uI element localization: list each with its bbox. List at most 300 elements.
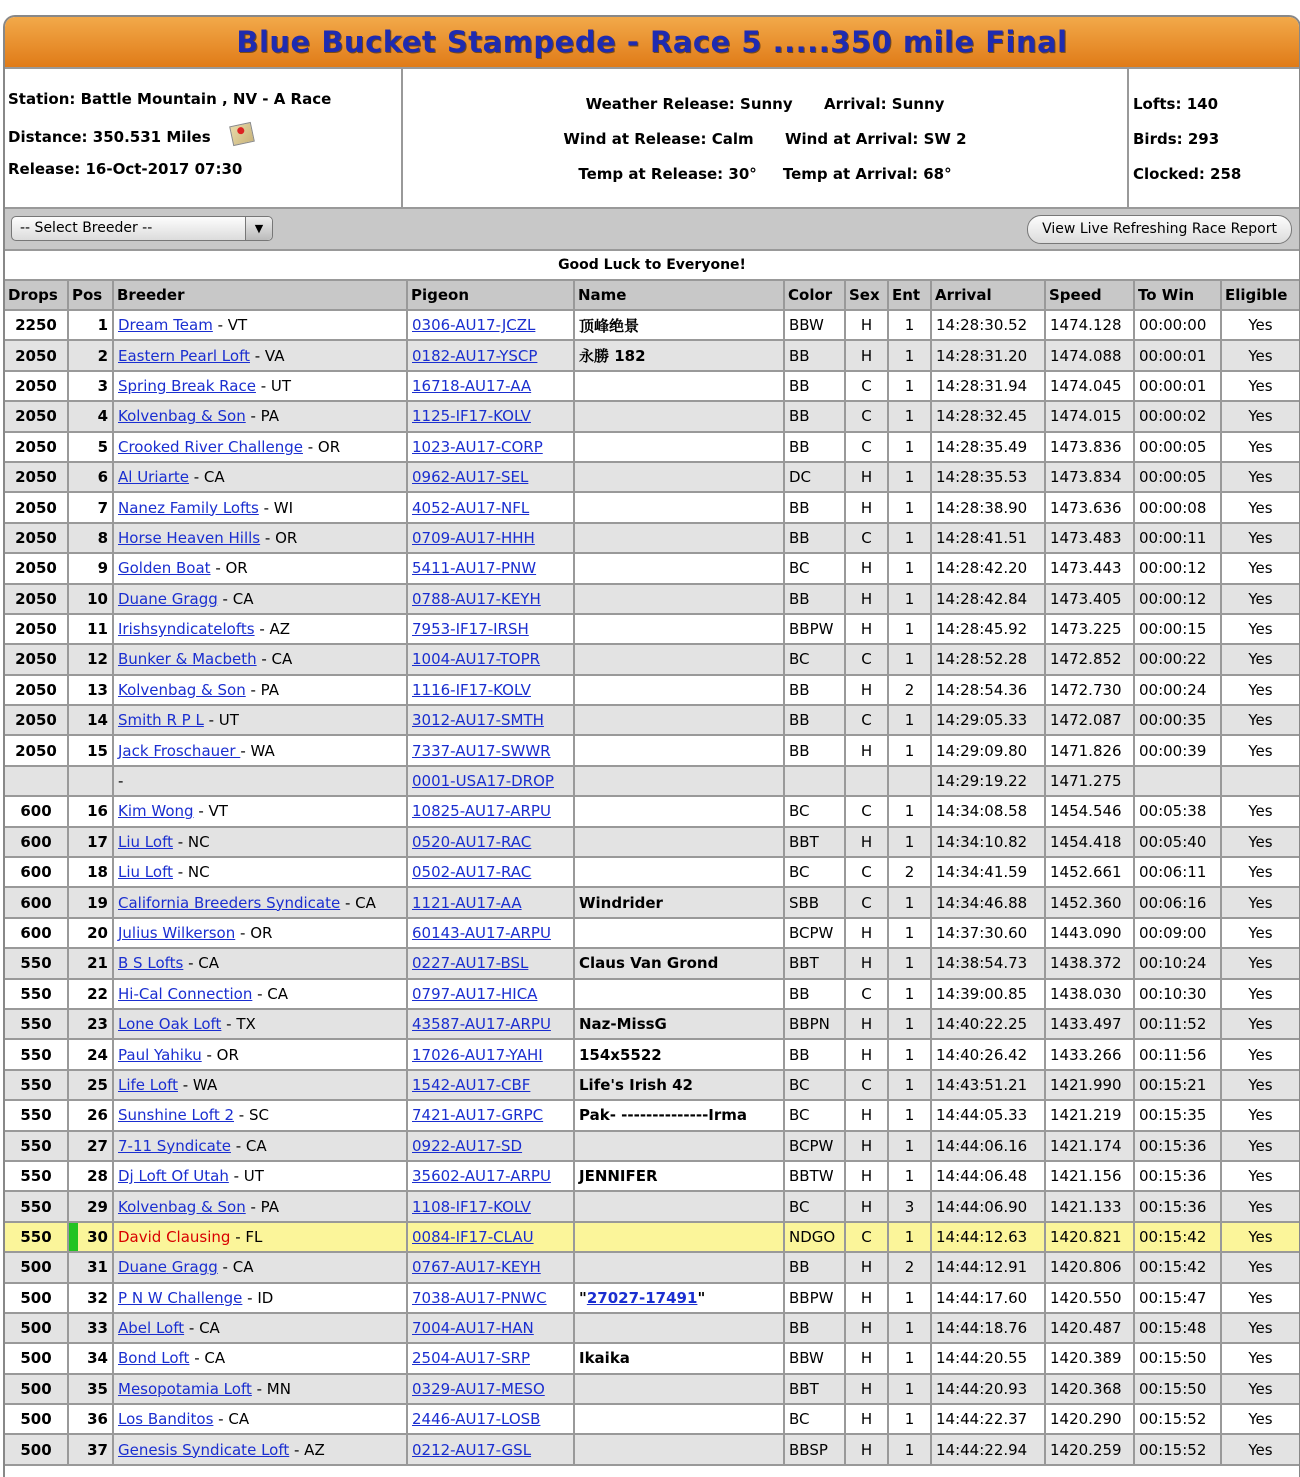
breeder-link[interactable]: B S Lofts <box>118 954 184 973</box>
drops-cell: 2050 <box>5 340 68 370</box>
arrival-cell: 14:28:45.92 <box>931 614 1045 644</box>
breeder-state: - OR <box>210 559 248 578</box>
eligible-cell: Yes <box>1221 371 1299 401</box>
pigeon-link[interactable]: 1125-IF17-KOLV <box>412 407 531 426</box>
breeder-state: - VA <box>249 346 285 365</box>
pigeon-link[interactable]: 2446-AU17-LOSB <box>412 1410 541 1429</box>
results-table <box>5 281 1299 1466</box>
eligible-cell: Yes <box>1221 1252 1299 1282</box>
breeder-link[interactable]: Dj Loft Of Utah <box>118 1167 229 1186</box>
weather-row <box>403 94 1127 129</box>
pigeon-link[interactable]: 10825-AU17-ARPU <box>412 802 551 821</box>
breeder-state: - PA <box>245 407 280 426</box>
pigeon-cell <box>407 675 574 705</box>
eligible-cell: Yes <box>1221 887 1299 917</box>
arrival-cell: 14:44:05.33 <box>931 1100 1045 1130</box>
arrival-cell: 14:44:20.93 <box>931 1374 1045 1404</box>
pigeon-cell <box>407 1009 574 1039</box>
sex-cell: H <box>845 1283 888 1313</box>
position-cell <box>68 827 113 857</box>
pigeon-cell <box>407 918 574 948</box>
entry-cell: 1 <box>888 1283 931 1313</box>
to-win-cell: 00:15:48 <box>1134 1313 1221 1343</box>
arrival-cell: 14:43:51.21 <box>931 1070 1045 1100</box>
pigeon-link[interactable]: 1121-AU17-AA <box>412 893 522 912</box>
table-row <box>5 1283 1299 1313</box>
position-cell <box>68 796 113 826</box>
pigeon-link[interactable]: 0182-AU17-YSCP <box>412 346 538 365</box>
eligible-cell: Yes <box>1221 1039 1299 1069</box>
table-header-row <box>5 281 1299 310</box>
drops-cell: 500 <box>5 1283 68 1313</box>
breeder-link[interactable]: Bunker & Macbeth <box>118 650 257 669</box>
arrival-cell: 14:28:31.20 <box>931 340 1045 370</box>
results-body <box>5 310 1299 1465</box>
to-win-cell: 00:00:01 <box>1134 340 1221 370</box>
breeder-state: - UT <box>255 376 292 395</box>
speed-cell: 1473.443 <box>1045 553 1134 583</box>
pigeon-cell <box>407 1252 574 1282</box>
pigeon-link[interactable]: 1004-AU17-TOPR <box>412 650 541 669</box>
eligible-cell: Yes <box>1221 705 1299 735</box>
sex-cell: H <box>845 1009 888 1039</box>
breeder-link[interactable]: Hi-Cal Connection <box>118 984 253 1003</box>
position-value: 31 <box>87 1258 108 1277</box>
breeder-cell <box>113 644 407 674</box>
breeder-link[interactable]: Al Uriarte <box>118 468 189 487</box>
breeder-link[interactable]: Kolvenbag & Son <box>118 407 246 426</box>
table-row <box>5 1434 1299 1464</box>
entry-cell: 1 <box>888 887 931 917</box>
eligible-cell: Yes <box>1221 614 1299 644</box>
pigeon-link[interactable]: 0520-AU17-RAC <box>412 832 532 851</box>
breeder-cell <box>113 371 407 401</box>
color-cell: BB <box>784 705 845 735</box>
breeder-state: - VT <box>212 316 248 335</box>
drops-cell: 550 <box>5 1100 68 1130</box>
drops-cell: 550 <box>5 948 68 978</box>
table-row <box>5 523 1299 553</box>
pigeon-cell <box>407 1434 574 1464</box>
speed-cell: 1421.990 <box>1045 1070 1134 1100</box>
pigeon-name-cell <box>574 675 784 705</box>
eligible-cell: Yes <box>1221 1161 1299 1191</box>
arrival-cell: 14:34:41.59 <box>931 857 1045 887</box>
breeder-cell <box>113 1434 407 1464</box>
table-row <box>5 796 1299 826</box>
drops-cell: 600 <box>5 887 68 917</box>
breeder-link[interactable]: Irishsyndicatelofts <box>118 620 255 639</box>
breeder-link[interactable]: P N W Challenge <box>118 1288 243 1307</box>
pigeon-link[interactable]: 0212-AU17-GSL <box>412 1440 532 1459</box>
pigeon-link[interactable]: 16718-AU17-AA <box>412 376 532 395</box>
breeder-link[interactable]: California Breeders Syndicate <box>118 893 341 912</box>
sex-cell: H <box>845 1131 888 1161</box>
breeder-link[interactable]: Paul Yahiku <box>118 1045 202 1064</box>
speed-cell: 1421.219 <box>1045 1100 1134 1130</box>
pigeon-link[interactable]: 5411-AU17-PNW <box>412 559 537 578</box>
breeder-state: - NC <box>172 863 210 882</box>
arrival-cell: 14:28:35.49 <box>931 432 1045 462</box>
breeder-state: - PA <box>245 1197 280 1216</box>
entry-cell: 1 <box>888 1100 931 1130</box>
breeder-state: - WA <box>177 1075 218 1094</box>
pigeon-link[interactable]: 0709-AU17-HHH <box>412 528 535 547</box>
position-value: 32 <box>87 1288 108 1307</box>
breeder-link[interactable]: Jack Froschauer <box>118 741 241 760</box>
breeder-link[interactable]: Dream Team <box>118 316 213 335</box>
pigeon-link[interactable]: 7004-AU17-HAN <box>412 1319 534 1338</box>
column-header-to-win: To Win <box>1134 281 1221 310</box>
pigeon-link[interactable]: 0502-AU17-RAC <box>412 863 532 882</box>
breeder-link[interactable]: Duane Gragg <box>118 589 218 608</box>
breeder-cell <box>113 766 407 796</box>
position-value: 16 <box>87 802 108 821</box>
drops-cell: 550 <box>5 1222 68 1252</box>
to-win-cell: 00:15:36 <box>1134 1131 1221 1161</box>
table-row <box>5 371 1299 401</box>
drops-cell: 550 <box>5 979 68 1009</box>
position-value: 3 <box>97 376 108 395</box>
arrival-cell: 14:28:52.28 <box>931 644 1045 674</box>
to-win-cell: 00:15:50 <box>1134 1374 1221 1404</box>
color-cell: BCPW <box>784 918 845 948</box>
breeder-link[interactable]: Lone Oak Loft <box>118 1015 222 1034</box>
pigeon-link[interactable]: 3012-AU17-SMTH <box>412 711 544 730</box>
pigeon-link[interactable]: 7953-IF17-IRSH <box>412 620 529 639</box>
color-cell: BB <box>784 1039 845 1069</box>
to-win-cell: 00:15:47 <box>1134 1283 1221 1313</box>
sex-cell: C <box>845 1222 888 1252</box>
position-value: 17 <box>87 832 108 851</box>
eligible-cell <box>1221 766 1299 796</box>
breeder-cell <box>113 553 407 583</box>
position-cell <box>68 1009 113 1039</box>
entry-cell: 1 <box>888 1009 931 1039</box>
color-cell: BB <box>784 735 845 765</box>
table-row <box>5 948 1299 978</box>
to-win-cell: 00:00:12 <box>1134 584 1221 614</box>
breeder-state: - AZ <box>254 620 291 639</box>
to-win-cell: 00:00:05 <box>1134 462 1221 492</box>
color-cell: BC <box>784 1191 845 1221</box>
pigeon-name-cell <box>574 1222 784 1252</box>
table-row <box>5 310 1299 340</box>
breeder-link[interactable]: Kolvenbag & Son <box>118 1197 246 1216</box>
breeder-link[interactable]: Genesis Syndicate Loft <box>118 1440 290 1459</box>
pigeon-name-cell: Claus Van Grond <box>574 948 784 978</box>
speed-cell: 1473.483 <box>1045 523 1134 553</box>
pigeon-link[interactable]: 0767-AU17-KEYH <box>412 1258 541 1277</box>
eligible-cell: Yes <box>1221 1434 1299 1464</box>
chevron-down-icon[interactable]: ▼ <box>245 217 272 240</box>
pigeon-name-cell <box>574 796 784 826</box>
pigeon-link[interactable]: 17026-AU17-YAHI <box>412 1045 543 1064</box>
position-cell <box>68 1252 113 1282</box>
entry-cell: 1 <box>888 827 931 857</box>
pigeon-name-cell: JENNIFER <box>574 1161 784 1191</box>
color-cell: BB <box>784 432 845 462</box>
entry-cell: 1 <box>888 1434 931 1464</box>
drops-cell: 550 <box>5 1131 68 1161</box>
pigeon-link[interactable]: 0306-AU17-JCZL <box>412 316 536 335</box>
sex-cell: H <box>845 1434 888 1464</box>
breeder-link[interactable]: Smith R P L <box>118 711 204 730</box>
pigeon-link[interactable]: 7038-AU17-PNWC <box>412 1288 547 1307</box>
pigeon-link[interactable]: 1542-AU17-CBF <box>412 1075 531 1094</box>
sex-cell: H <box>845 310 888 340</box>
pigeon-name-cell <box>574 401 784 431</box>
breeder-link[interactable]: Abel Loft <box>118 1319 185 1338</box>
pigeon-link[interactable]: 7421-AU17-GRPC <box>412 1106 544 1125</box>
pigeon-link[interactable]: 0329-AU17-MESO <box>412 1379 545 1398</box>
pigeon-link[interactable]: 0788-AU17-KEYH <box>412 589 541 608</box>
breeder-link[interactable]: Kolvenbag & Son <box>118 680 246 699</box>
color-cell: BBT <box>784 948 845 978</box>
table-row <box>5 1404 1299 1434</box>
breeder-cell <box>113 1404 407 1434</box>
speed-cell: 1421.133 <box>1045 1191 1134 1221</box>
to-win-cell: 00:15:42 <box>1134 1252 1221 1282</box>
breeder-link: David Clausing <box>118 1227 231 1246</box>
color-cell: BBPW <box>784 1283 845 1313</box>
pigeon-link[interactable]: 0797-AU17-HICA <box>412 984 538 1003</box>
pigeon-link[interactable]: 1108-IF17-KOLV <box>412 1197 531 1216</box>
drops-cell: 2050 <box>5 705 68 735</box>
sex-cell: C <box>845 523 888 553</box>
position-value: 26 <box>87 1106 108 1125</box>
breeder-link[interactable]: Kim Wong <box>118 802 194 821</box>
sex-cell: H <box>845 614 888 644</box>
entry-cell: 1 <box>888 1070 931 1100</box>
position-value: 12 <box>87 650 108 669</box>
position-value: 1 <box>97 316 108 335</box>
color-cell: BC <box>784 857 845 887</box>
color-cell: NDGO <box>784 1222 845 1252</box>
arrival-cell: 14:40:26.42 <box>931 1039 1045 1069</box>
breeder-link[interactable]: Liu Loft <box>118 863 173 882</box>
pigeon-link[interactable]: 0962-AU17-SEL <box>412 468 529 487</box>
pigeon-link[interactable]: 1023-AU17-CORP <box>412 437 543 456</box>
pigeon-link[interactable]: 0084-IF17-CLAU <box>412 1227 534 1246</box>
pigeon-name-cell <box>574 857 784 887</box>
color-cell: BC <box>784 1070 845 1100</box>
speed-cell: 1420.290 <box>1045 1404 1134 1434</box>
breeder-link[interactable]: Los Banditos <box>118 1410 214 1429</box>
color-cell: BBSP <box>784 1434 845 1464</box>
color-cell: BBT <box>784 827 845 857</box>
live-report-button[interactable]: View Live Refreshing Race Report <box>1027 215 1292 244</box>
breeder-state: - OR <box>235 924 273 942</box>
pigeon-cell <box>407 371 574 401</box>
position-cell <box>68 948 113 978</box>
pigeon-cell <box>407 1191 574 1221</box>
position-cell <box>68 1161 113 1191</box>
position-cell <box>68 766 113 796</box>
entry-cell: 1 <box>888 644 931 674</box>
breeder-link[interactable]: Duane Gragg <box>118 1258 218 1277</box>
breeder-state: - CA <box>184 1319 220 1338</box>
sex-cell: C <box>845 401 888 431</box>
breeder-state: - OR <box>201 1045 239 1064</box>
speed-cell: 1438.030 <box>1045 979 1134 1009</box>
breeder-state: - CA <box>189 1349 226 1368</box>
position-cell <box>68 1283 113 1313</box>
eligible-cell: Yes <box>1221 1222 1299 1252</box>
entry-cell: 3 <box>888 1191 931 1221</box>
to-win-cell: 00:00:39 <box>1134 735 1221 765</box>
entry-cell: 1 <box>888 796 931 826</box>
pigeon-link[interactable]: 0227-AU17-BSL <box>412 954 529 973</box>
breeder-link[interactable]: 7-11 Syndicate <box>118 1136 231 1155</box>
position-cell <box>68 857 113 887</box>
breeder-link[interactable]: Sunshine Loft 2 <box>118 1106 235 1125</box>
eligible-cell: Yes <box>1221 1343 1299 1373</box>
position-cell <box>68 462 113 492</box>
drops-cell: 2050 <box>5 523 68 553</box>
arrival-cell: 14:44:22.94 <box>931 1434 1045 1464</box>
sex-cell: C <box>845 705 888 735</box>
eligible-cell: Yes <box>1221 948 1299 978</box>
breeder-link[interactable]: Golden Boat <box>118 559 211 578</box>
arrival-cell: 14:38:54.73 <box>931 948 1045 978</box>
to-win-cell: 00:00:00 <box>1134 310 1221 340</box>
speed-cell: 1473.636 <box>1045 492 1134 522</box>
position-value: 28 <box>87 1167 108 1186</box>
color-cell: BB <box>784 979 845 1009</box>
pigeon-cell <box>407 1039 574 1069</box>
position-value: 29 <box>87 1197 108 1216</box>
breeder-state: - ID <box>242 1288 274 1307</box>
breeder-select-value: -- Select Breeder -- <box>20 220 153 236</box>
sex-cell: H <box>845 918 888 948</box>
breeder-link[interactable]: Horse Heaven Hills <box>118 528 261 547</box>
position-value: 25 <box>87 1075 108 1094</box>
drops-cell: 500 <box>5 1434 68 1464</box>
eligible-cell: Yes <box>1221 492 1299 522</box>
breeder-link[interactable]: Liu Loft <box>118 832 173 851</box>
title-bar <box>5 17 1299 69</box>
pigeon-link[interactable]: 7337-AU17-SWWR <box>412 741 551 760</box>
breeder-cell <box>113 918 407 948</box>
pigeon-name-cell <box>574 614 784 644</box>
position-value: 2 <box>97 346 108 365</box>
table-row <box>5 827 1299 857</box>
pigeon-link[interactable]: 0922-AU17-SD <box>412 1136 523 1155</box>
color-cell: SBB <box>784 887 845 917</box>
arrival-cell: 14:34:10.82 <box>931 827 1045 857</box>
entry-cell: 1 <box>888 310 931 340</box>
breeder-state: - CA <box>340 893 376 912</box>
breeder-link[interactable]: Julius Wilkerson <box>118 924 236 942</box>
pigeon-cell <box>407 1313 574 1343</box>
arrival-cell: 14:44:06.16 <box>931 1131 1045 1161</box>
speed-cell: 1471.275 <box>1045 766 1134 796</box>
sex-cell: C <box>845 979 888 1009</box>
pigeon-name-cell: Life's Irish 42 <box>574 1070 784 1100</box>
pigeon-name-cell <box>574 918 784 948</box>
arrival-cell: 14:44:18.76 <box>931 1313 1045 1343</box>
to-win-cell: 00:15:35 <box>1134 1100 1221 1130</box>
color-cell: BBPN <box>784 1009 845 1039</box>
eligible-cell: Yes <box>1221 1374 1299 1404</box>
position-cell <box>68 1131 113 1161</box>
pigeon-cell <box>407 1222 574 1252</box>
eligible-cell: Yes <box>1221 340 1299 370</box>
breeder-state: - CA <box>213 1410 250 1429</box>
breeder-link[interactable]: Nanez Family Lofts <box>118 498 259 517</box>
entry-cell: 1 <box>888 705 931 735</box>
breeder-link[interactable]: Bond Loft <box>118 1349 190 1368</box>
arrival-cell: 14:37:30.60 <box>931 918 1045 948</box>
pigeon-cell <box>407 735 574 765</box>
position-value: 7 <box>97 498 108 517</box>
drops-cell: 2050 <box>5 492 68 522</box>
pigeon-link[interactable]: 43587-AU17-ARPU <box>412 1015 551 1034</box>
breeder-link[interactable]: Eastern Pearl Loft <box>118 346 250 365</box>
arrival-cell: 14:28:35.53 <box>931 462 1045 492</box>
color-cell: BB <box>784 1313 845 1343</box>
position-value: 9 <box>97 559 108 578</box>
pigeon-link[interactable]: 4052-AU17-NFL <box>412 498 530 517</box>
release-label: Release: 16-Oct-2017 07:30 <box>8 160 243 178</box>
drops-cell: 2050 <box>5 735 68 765</box>
breeder-state: - CA <box>217 1258 254 1277</box>
breeder-link[interactable]: Spring Break Race <box>118 376 256 395</box>
entry-cell: 1 <box>888 1343 931 1373</box>
entry-cell: 1 <box>888 918 931 948</box>
pigeon-link[interactable]: 1116-IF17-KOLV <box>412 680 531 699</box>
breeder-link[interactable]: Crooked River Challenge <box>118 437 303 456</box>
pigeon-link[interactable]: 35602-AU17-ARPU <box>412 1167 551 1186</box>
pigeon-link[interactable]: 0001-USA17-DROP <box>412 772 554 791</box>
race-stats <box>1129 69 1299 207</box>
to-win-cell: 00:15:36 <box>1134 1191 1221 1221</box>
arrival-cell: 14:34:46.88 <box>931 887 1045 917</box>
breeder-state: - PA <box>245 680 280 699</box>
breeder-select[interactable] <box>11 216 273 241</box>
speed-cell: 1420.821 <box>1045 1222 1134 1252</box>
table-row <box>5 340 1299 370</box>
wind-release: Wind at Release: Calm <box>563 130 754 148</box>
color-cell: BBT <box>784 1374 845 1404</box>
breeder-link[interactable]: Life Loft <box>118 1075 178 1094</box>
breeder-cell <box>113 401 407 431</box>
pigeon-name-link[interactable]: 27027-17491 <box>586 1288 698 1307</box>
pigeon-link[interactable]: 60143-AU17-ARPU <box>412 924 551 942</box>
position-value: 5 <box>97 437 108 456</box>
map-icon[interactable] <box>229 122 255 146</box>
pigeon-name-cell <box>574 523 784 553</box>
breeder-link[interactable]: Mesopotamia Loft <box>118 1379 252 1398</box>
column-header-arrival: Arrival <box>931 281 1045 310</box>
color-cell: BC <box>784 796 845 826</box>
pigeon-cell <box>407 1070 574 1100</box>
drops-cell: 2050 <box>5 614 68 644</box>
table-row <box>5 584 1299 614</box>
speed-cell: 1421.156 <box>1045 1161 1134 1191</box>
arrival-cell: 14:29:05.33 <box>931 705 1045 735</box>
pigeon-cell <box>407 1374 574 1404</box>
pigeon-cell <box>407 401 574 431</box>
position-value: 11 <box>87 620 108 639</box>
pigeon-cell <box>407 1283 574 1313</box>
pigeon-link[interactable]: 2504-AU17-SRP <box>412 1349 530 1368</box>
position-value: 21 <box>87 954 108 973</box>
entry-cell: 1 <box>888 1161 931 1191</box>
eligible-cell: Yes <box>1221 644 1299 674</box>
table-row <box>5 887 1299 917</box>
